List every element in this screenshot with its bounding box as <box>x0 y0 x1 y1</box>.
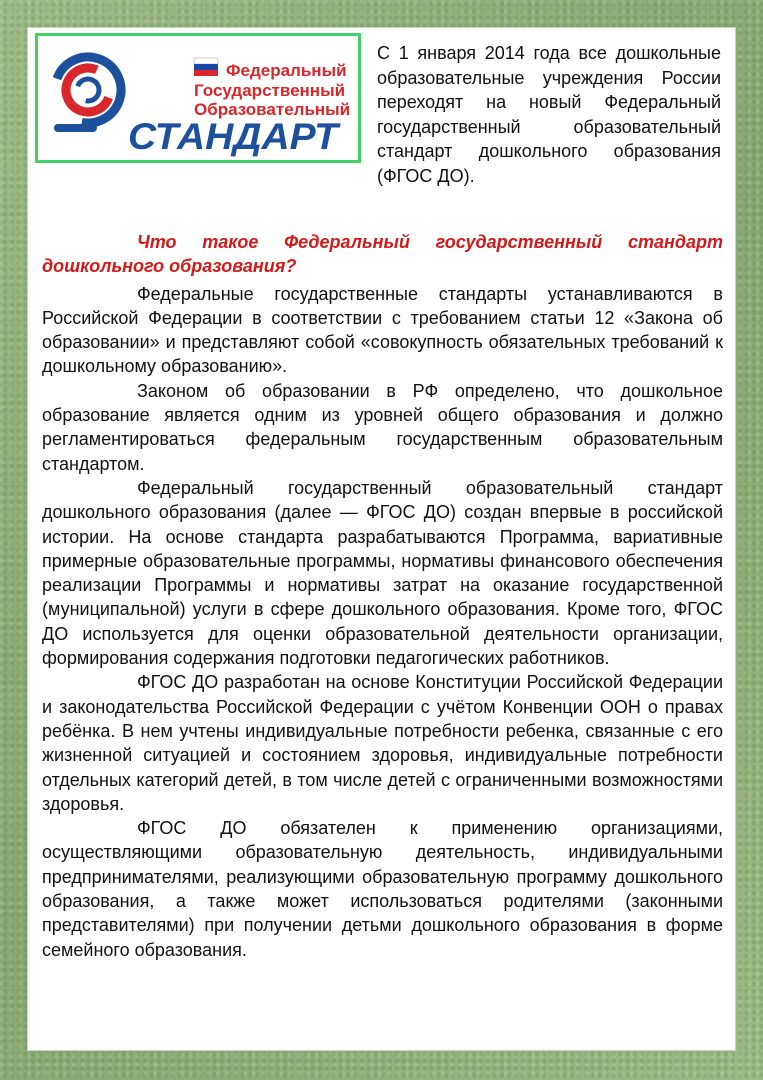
paragraph-4: ФГОС ДО разработан на основе Конституции Российской Федерации и законодательства Российской Федерации с учётом Конвенции ООН о правах ребёнка. В нем учтены индивидуальные потребности ребенка, связанные с его жизненной ситуацией и состоянием здоровья, индивидуальные потребности отдельных категорий детей, в том числе детей с ограниченными возможностями здоровья. <box>42 672 723 814</box>
paragraph-2: Законом об образовании в РФ определено, что дошкольное образование является одним из уровней общего образования и должно регламентироваться федеральным государственным образовательным стандартом. <box>42 380 723 474</box>
section-heading: Что такое Федеральный государственный стандарт дошкольного образования? <box>42 232 723 277</box>
fgos-logo <box>35 33 361 163</box>
logo-word: СТАНДАРТ <box>128 116 342 157</box>
paragraph-3: Федеральный государственный образовательный стандарт дошкольного образования (далее — ФГОС ДО) создан впервые в российской истории. На основе стандарта разрабатываются Программа, вариативные примерные образовательные программы, нормативы финансового обеспечения реализации Программы и нормативы затрат на оказание государственной (муниципальной) услуги в сфере дошкольного образования. Кроме того, ФГОС ДО используется для оценки образовательной деятельности организации, формирования содержания подготовки педагогических работников. <box>42 477 723 669</box>
paragraph-5: ФГОС ДО обязателен к применению организациями, осуществляющими образовательную деятельность, индивидуальными предпринимателями, реализующими образовательную программу дошкольного образования, а также может использоваться родителями (законными представителями) при получении детьми дошкольного образования в форме семейного образования. <box>42 818 723 960</box>
page-frame <box>27 27 736 1051</box>
intro-text: С 1 января 2014 года все дошкольные образовательные учреждения России переходят на новый Федеральный государственный образовательный стандарт дошкольного образования (ФГОС ДО). <box>377 43 721 186</box>
logo-emblem-icon <box>38 36 358 160</box>
logo-line1: Федеральный <box>226 61 347 80</box>
article-body <box>42 230 723 962</box>
paragraph-1: Федеральные государственные стандарты устанавливаются в Российской Федерации в соответствии с требованием статьи 12 «Закона об образовании» и представляют собой «совокупность обязательных требований к дошкольному образованию». <box>42 283 723 377</box>
logo-line3: Образовательный <box>194 100 351 119</box>
logo-line2: Государственный <box>194 81 346 100</box>
